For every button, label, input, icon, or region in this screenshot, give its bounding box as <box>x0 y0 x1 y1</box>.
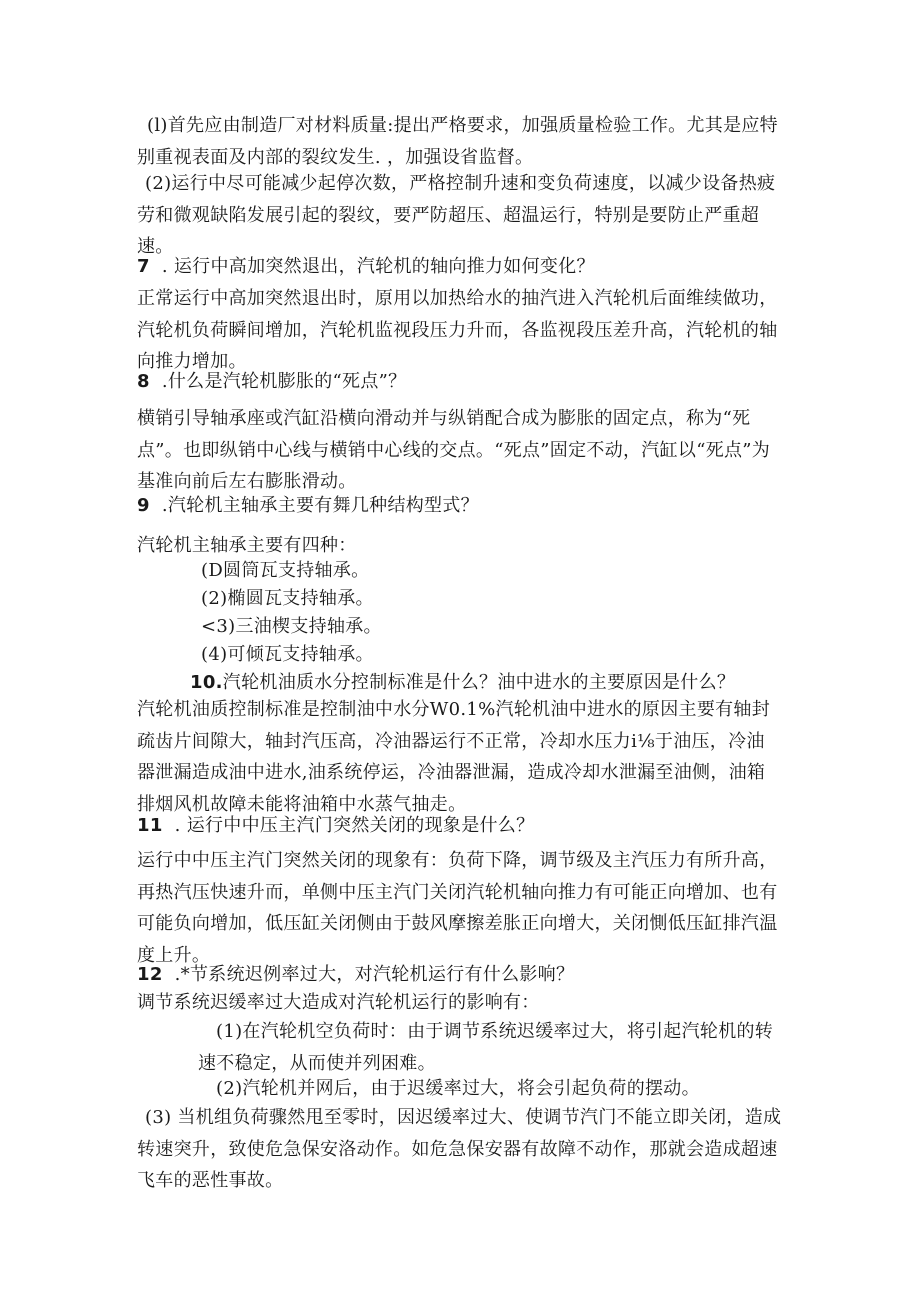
intro-paragraph-2: (2)运行中尽可能减少起停次数，严格控制升速和变负荷速度，以减少设备热疲劳和微观缺陷发展引起的裂纹，要严防超压、超温运行，特别是要防止严重超速。 <box>137 173 776 257</box>
bearing-type-2: (2)椭圆瓦支持轴承。 <box>201 588 374 609</box>
question-10 <box>190 670 735 696</box>
answer-10: 汽轮机油质控制标准是控制油中水分W0.1%汽轮机油中进水的原因主要有轴封疏齿片间隙大，轴封汽压高，冷油器运行不正常，冷却水压力i⅛于油压，冷油器泄漏造成油中进水,油系统停运，冷油器泄漏，造成冷却水泄漏至油侧，油箱排烟风机故障未能将油箱中水蒸气抽走。 <box>137 699 771 815</box>
question-12 <box>137 962 574 988</box>
question-number: 8 <box>137 371 150 392</box>
question-text: .汽轮机主轴承主要有舞几种结构型式？ <box>161 495 479 516</box>
intro-paragraph-1: (l)首先应由制造厂对材料质量:提出严格要求，加强质量检验工作。尤其是应特别重视表面及内部的裂纹发生. ，加强设省监督。 <box>137 115 778 168</box>
answer-8: 横销引导轴承座或汽缸沿横向滑动并与纵销配合成为膨胀的固定点，称为“死点”。也即纵销中心线与横销中心线的交点。“死点”固定不动，汽缸以“死点”为基准向前后左右膨胀滑动。 <box>137 408 771 492</box>
question-9 <box>137 493 479 519</box>
question-number: 7 <box>137 256 150 277</box>
question-7 <box>137 254 595 280</box>
answer-12-intro: 调节系统迟缓率过大造成对汽轮机运行的影响有： <box>137 992 540 1013</box>
effect-item-1: (1)在汽轮机空负荷时：由于调节系统迟缓率过大，将引起汽轮机的转速不稳定，从而使并列困难。 <box>198 1021 774 1074</box>
question-number: 12 <box>137 964 163 985</box>
question-11 <box>137 813 534 839</box>
question-number: 10. <box>190 672 223 693</box>
answer-7: 正常运行中高加突然退出时，原用以加热给水的抽汽进入汽轮机后面维续做功，汽轮机负荷瞬间增加，汽轮机监视段压力升而，各监视段压差升高，汽轮机的轴向推力增加。 <box>137 288 778 372</box>
question-number: 9 <box>137 495 150 516</box>
question-8 <box>137 369 406 395</box>
answer-11: 运行中中压主汽门突然关闭的现象有：负荷下降，调节级及主汽压力有所升高，再热汽压快速升而，单侧中压主汽门关闭汽轮机轴向推力有可能正向增加、也有可能负向增加，低压缸关闭侧由于鼓风摩擦差胀正向增大，关闭惻低压缸排汽温度上升。 <box>137 850 778 966</box>
bearing-type-1: (D圆筒瓦支持轴承。 <box>201 560 370 581</box>
question-text: .什么是汽轮机膨胀的“死点”？ <box>161 371 407 392</box>
bearing-type-4: (4)可倾瓦支持轴承。 <box>201 644 374 665</box>
effect-item-2: (2)汽轮机并网后，由于迟缓率过大，将会引起负荷的摆动。 <box>216 1078 700 1099</box>
question-text: . 运行中中压主汽门突然关闭的现象是什么？ <box>174 815 535 836</box>
question-text: 汽轮机油质水分控制标准是什么？油中进水的主要原因是什么？ <box>222 672 736 693</box>
answer-9-intro: 汽轮机主轴承主要有四种： <box>137 535 357 556</box>
question-text: .*节系统迟例率过大，对汽轮机运行有什么影响？ <box>174 964 575 985</box>
bearing-type-3: <3)三油楔支持轴承。 <box>201 616 382 637</box>
question-number: 11 <box>137 815 163 836</box>
question-text: . 运行中高加突然退出，汽轮机的轴向推力如何变化？ <box>161 256 595 277</box>
effect-item-3: (3) 当机组负荷骤然甩至零时，因迟缓率过大、使调节汽门不能立即关闭，造成转速突升，致使危急保安洛动作。如危急保安器有故障不动作，那就会造成超速飞车的恶性事故。 <box>137 1107 782 1191</box>
